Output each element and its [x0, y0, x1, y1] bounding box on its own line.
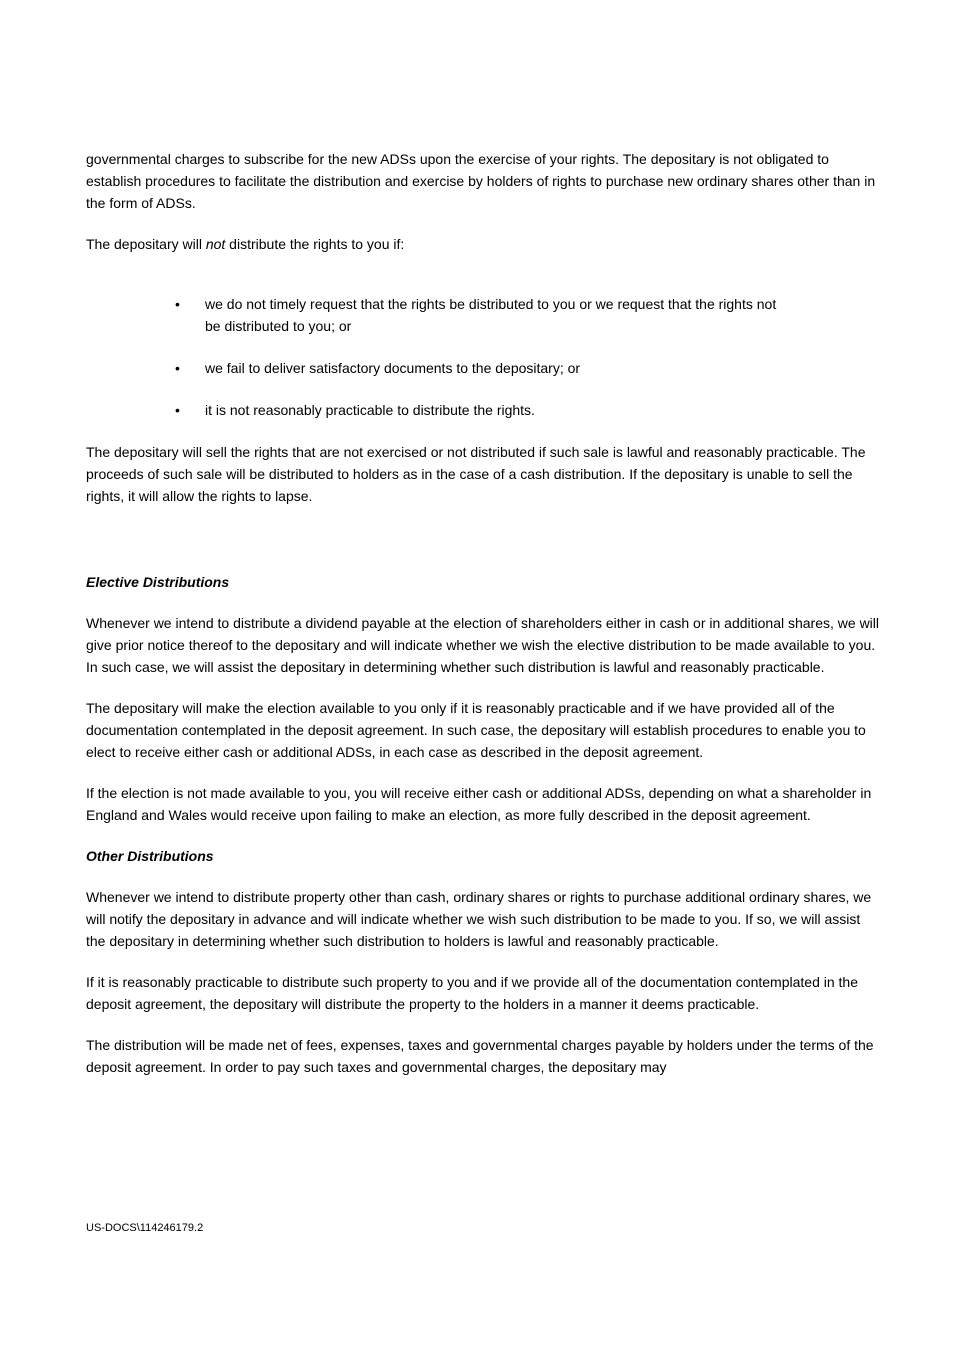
paragraph: The depositary will make the election available to you only if it is reasonably practicable and if we have provided all of the documentation contemplated in the deposit agreement. In such case, the depositary will establish procedures to enable you to elect to receive either cash or additional ADSs, in each case as described in the deposit agreement. [86, 700, 866, 760]
bullet-text: we do not timely request that the rights be distributed to you or we request that the rights not be distributed to you; or [205, 296, 777, 334]
paragraph: The depositary will sell the rights that are not exercised or not distributed if such sale is lawful and reasonably practicable. The proceeds of such sale will be distributed to holders as in the case of a cash distribution. If the depositary is unable to sell the rights, it will allow the rights to lapse. [86, 444, 866, 504]
bullet-item [86, 357, 882, 379]
bullet-text: it is not reasonably practicable to distribute the rights. [205, 402, 535, 418]
bullet-item [86, 399, 882, 421]
emphasized-text: not [205, 236, 226, 252]
bullet-icon: • [175, 402, 180, 418]
document-footer-reference: US-DOCS\114246179.2 [86, 1222, 204, 1234]
bullet-item [86, 293, 882, 337]
document-body [86, 148, 882, 1097]
section-heading: Elective Distributions [86, 574, 230, 590]
paragraph: The distribution will be made net of fees, expenses, taxes and governmental charges payable by holders under the terms of the deposit agreement. In order to pay such taxes and governmental charges, the depositary may [86, 1037, 874, 1075]
bullet-icon: • [175, 360, 180, 376]
section-heading: Other Distributions [86, 848, 214, 864]
paragraph: If it is reasonably practicable to distribute such property to you and if we provide all of the documentation contemplated in the deposit agreement, the depositary will distribute the property to the holders in a manner it deems practicable. [86, 974, 858, 1012]
paragraph [86, 233, 882, 255]
text-run: distribute the rights to you if: [225, 236, 405, 252]
bullet-list [86, 293, 882, 441]
paragraph: Whenever we intend to distribute a dividend payable at the election of shareholders either in cash or in additional shares, we will give prior notice thereof to the depositary and will indicate whether we wish the elective distribution to be made available to you. In such case, we will assist the depositary in determining whether such distribution is lawful and reasonably practicable. [86, 615, 880, 675]
text-run: The depositary will [86, 236, 206, 252]
paragraph: If the election is not made available to you, you will receive either cash or additional ADSs, depending on what a shareholder in England and Wales would receive upon failing to make an election, as more fully described in the deposit agreement. [86, 785, 872, 823]
bullet-icon: • [175, 296, 180, 312]
bullet-text: we fail to deliver satisfactory documents to the depositary; or [205, 360, 581, 376]
paragraph: Whenever we intend to distribute property other than cash, ordinary shares or rights to purchase additional ordinary shares, we will notify the depositary in advance and will indicate whether we wish such distribution to be made to you. If so, we will assist the depositary in determining whether such distribution to holders is lawful and reasonably practicable. [86, 889, 872, 949]
paragraph: governmental charges to subscribe for the new ADSs upon the exercise of your rights. The depositary is not obligated to establish procedures to facilitate the distribution and exercise by holders of rights to purchase new ordinary shares other than in the form of ADSs. [86, 151, 876, 211]
